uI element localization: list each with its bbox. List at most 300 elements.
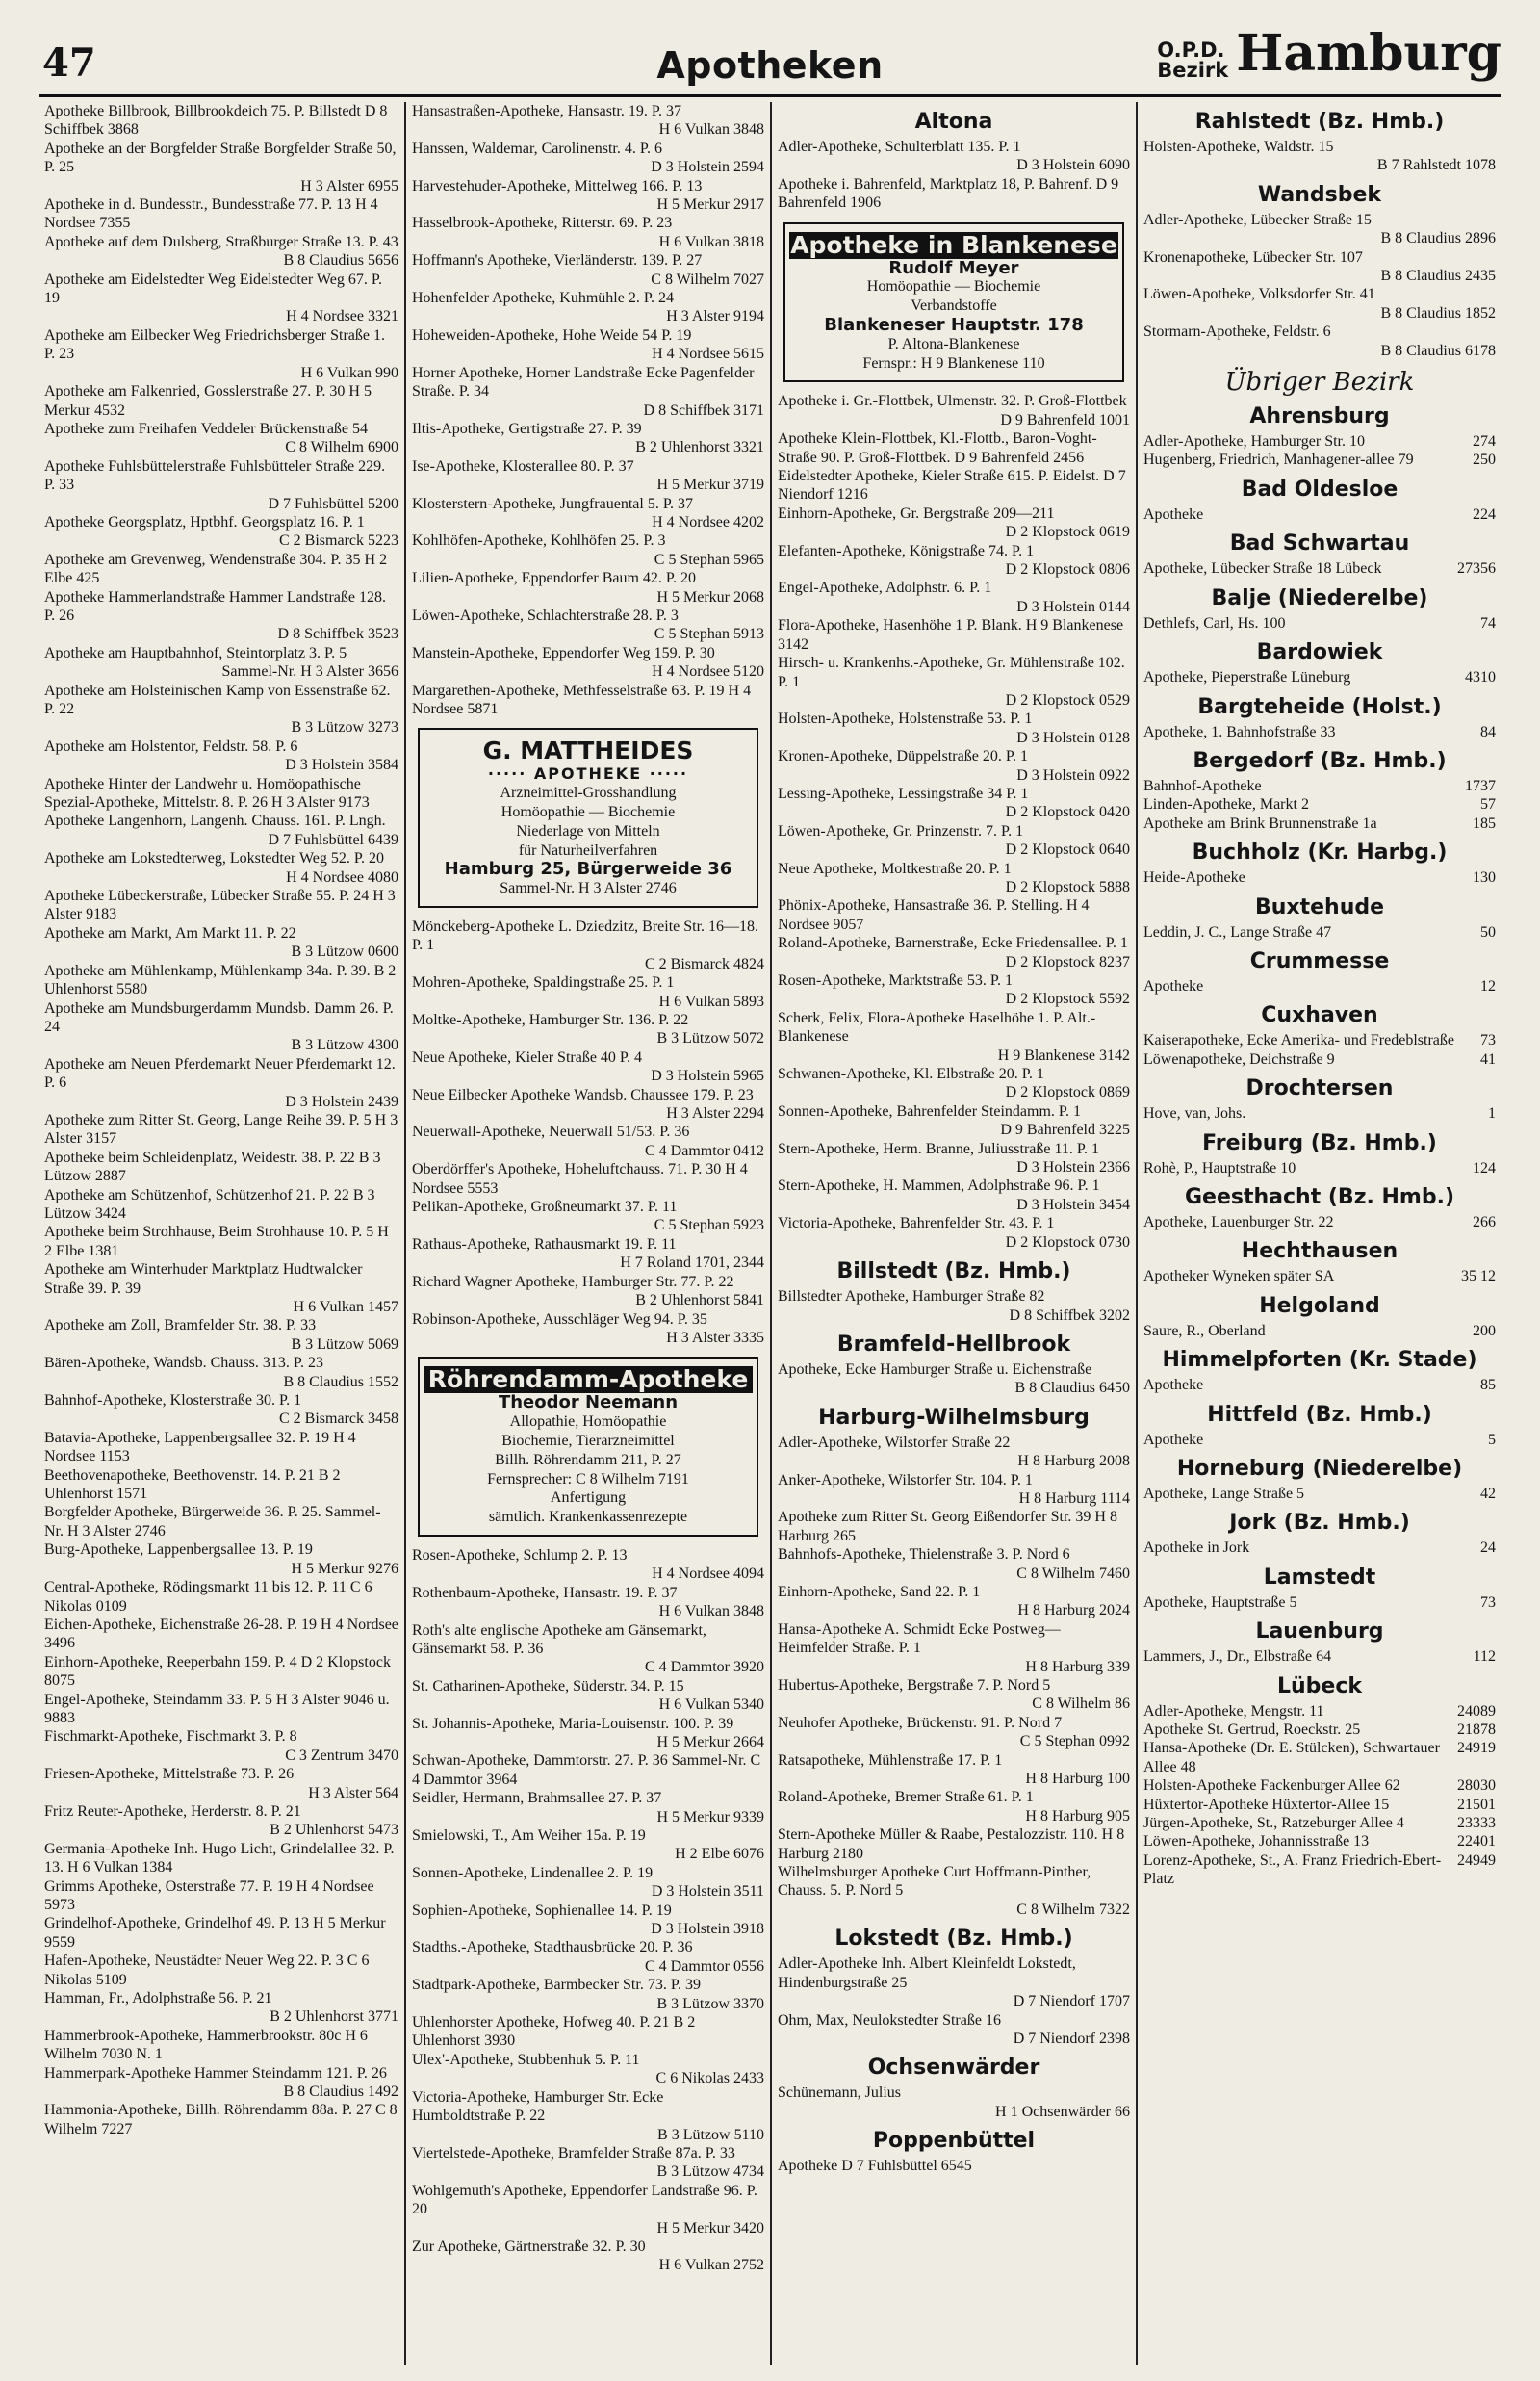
page-title: Apotheken — [656, 44, 884, 87]
entry-phone: D 3 Holstein 2439 — [285, 1093, 398, 1110]
list-item — [412, 1677, 764, 1715]
list-item — [1143, 614, 1496, 633]
entry-phone: H 5 Merkur 2664 — [656, 1733, 764, 1750]
entry-phone: B 3 Lützow 4734 — [656, 2163, 764, 2181]
entry-text: Richard Wagner Apotheke, Hamburger Str. 77. P. 22 — [412, 1273, 734, 1290]
list-item — [778, 934, 1130, 971]
entry-text: Mohren-Apotheke, Spaldingstraße 25. P. 1 — [412, 974, 675, 992]
entry-text: Stadtpark-Apotheke, Barmbecker Str. 73. P. 39 — [412, 1977, 701, 1994]
list-item — [44, 1055, 398, 1111]
section-heading: Jork (Bz. Hmb.) — [1229, 1511, 1410, 1536]
entry-text: Apotheke zum Ritter St. Georg, Lange Reihe 39. P. 5 H 3 Alster 3157 — [44, 1111, 398, 1148]
entry-phone: D 7 Niendorf 2398 — [1013, 2030, 1130, 2047]
section-heading: Billstedt (Bz. Hmb.) — [836, 1259, 1071, 1284]
entry-text: Apotheke D 7 Fuhlsbüttel 6545 — [778, 2158, 972, 2175]
list-item — [1143, 451, 1496, 469]
list-item — [412, 1584, 764, 1621]
bezirk-label: Bezirk — [1157, 59, 1229, 82]
list-item — [44, 1391, 398, 1429]
section-heading: Lamstedt — [1263, 1565, 1376, 1590]
ad-line: Rudolf Meyer — [888, 257, 1019, 278]
list-item — [778, 1214, 1130, 1252]
entry-text: Jürgen-Apotheke, St., Ratzeburger Allee 4 — [1143, 1815, 1404, 1832]
entry-phone: C 4 Dammtor 0556 — [645, 1957, 764, 1975]
list-item — [44, 1223, 398, 1260]
entry-phone: C 2 Bismarck 5223 — [279, 532, 398, 550]
list-item — [44, 1914, 398, 1952]
list-item — [44, 1616, 398, 1653]
list-item — [1143, 505, 1496, 524]
entry-phone: H 5 Merkur 3420 — [656, 2219, 764, 2237]
list-item — [44, 1578, 398, 1616]
list-item — [44, 2027, 398, 2064]
entry-phone: B 8 Claudius 6178 — [1380, 342, 1496, 359]
entry-phone: H 3 Alster 564 — [308, 1784, 398, 1801]
list-item — [44, 962, 398, 999]
list-item — [412, 495, 764, 532]
list-item — [412, 1864, 764, 1902]
list-item — [1143, 285, 1496, 323]
ad-line: Röhrendamm-Apotheke — [424, 1366, 753, 1393]
entry-phone: H 5 Merkur 9339 — [656, 1808, 764, 1825]
ad-line: ····· APOTHEKE ····· — [487, 764, 689, 784]
list-item — [412, 531, 764, 569]
entry-phone: B 8 Claudius 1492 — [283, 2083, 398, 2101]
entry-text: Apotheke, Lange Straße 5 — [1143, 1486, 1305, 1502]
list-item — [44, 457, 398, 513]
entry-text: Kronenapotheke, Lübecker Str. 107 — [1143, 248, 1363, 266]
list-item — [778, 467, 1130, 505]
entry-text: Klosterstern-Apotheke, Jungfrauental 5. P. 37 — [412, 495, 693, 512]
entry-text: Hohenfelder Apotheke, Kuhmühle 2. P. 24 — [412, 290, 674, 307]
entry-text: Manstein-Apotheke, Eppendorfer Weg 159. P. 30 — [412, 644, 715, 661]
section-heading: Ahrensburg — [1249, 404, 1390, 429]
entry-text: Apotheke, Pieperstraße Lüneburg — [1143, 669, 1351, 686]
entry-text: Adler-Apotheke, Lübecker Straße 15 — [1143, 211, 1372, 228]
entry-phone: 27356 — [1457, 560, 1496, 578]
section-heading: Poppenbüttel — [872, 2129, 1036, 2154]
list-item — [778, 542, 1130, 580]
entry-text: Central-Apotheke, Rödingsmarkt 11 bis 12. P. 11 C 6 Nikolas 0109 — [44, 1579, 372, 1615]
entry-phone: H 3 Alster 3335 — [666, 1329, 764, 1346]
entry-phone: D 2 Klopstock 0619 — [1005, 524, 1130, 541]
list-item — [44, 2064, 398, 2102]
entry-text: Apotheke auf dem Dulsberg, Straßburger Straße 13. P. 43 — [44, 233, 398, 250]
entry-phone: C 8 Wilhelm 7460 — [1016, 1565, 1130, 1582]
ad-line: für Naturheilverfahren — [518, 841, 658, 859]
header-rule — [38, 94, 1502, 97]
entry-text: Löwen-Apotheke, Johannisstraße 13 — [1143, 1833, 1370, 1850]
list-item — [412, 1976, 764, 2013]
entry-text: Adler-Apotheke, Wilstorfer Straße 22 — [778, 1434, 1011, 1451]
entry-text: Burg-Apotheke, Lappenbergsallee 13. P. 19 — [44, 1541, 313, 1559]
entry-phone: H 5 Merkur 2068 — [656, 588, 764, 606]
section-heading: Freiburg (Bz. Hmb.) — [1202, 1130, 1437, 1155]
entry-text: Beethovenapotheke, Beethovenstr. 14. P. 21 B 2 Uhlenhorst 1571 — [44, 1466, 341, 1503]
entry-text: Apotheke — [1143, 1377, 1204, 1394]
entry-text: Saure, R., Oberland — [1143, 1322, 1266, 1339]
entry-text: Eidelstedter Apotheke, Kieler Straße 615. P. Eidelst. D 7 Niendorf 1216 — [778, 468, 1126, 504]
entry-phone: H 4 Nordsee 5615 — [652, 346, 764, 363]
entry-text: Bahnhofs-Apotheke, Thielenstraße 3. P. Nord 6 — [778, 1546, 1070, 1564]
list-item — [44, 738, 398, 775]
entry-phone: H 6 Vulkan 5340 — [658, 1696, 764, 1714]
entry-text: Apotheker Wyneken später SA — [1143, 1268, 1335, 1285]
entry-text: Lessing-Apotheke, Lessingstraße 34 P. 1 — [778, 785, 1029, 802]
list-item — [44, 1840, 398, 1877]
list-item — [412, 140, 764, 177]
section-heading: Himmelpforten (Kr. Stade) — [1162, 1348, 1477, 1373]
entry-text: Anker-Apotheke, Wilstorfer Str. 104. P. 1 — [778, 1471, 1033, 1488]
entry-text: Apotheke beim Schleidenplatz, Weidestr. 38. P. 22 B 3 Lützow 2887 — [44, 1149, 381, 1185]
list-item — [44, 1540, 398, 1578]
entry-text: Rohè, P., Hauptstraße 10 — [1143, 1159, 1296, 1177]
entry-phone: D 2 Klopstock 5592 — [1005, 991, 1130, 1008]
entry-phone: C 5 Stephan 5913 — [654, 626, 764, 643]
list-item — [778, 1009, 1130, 1065]
entry-phone: 50 — [1480, 923, 1496, 941]
entry-phone: D 2 Klopstock 0529 — [1005, 691, 1130, 709]
list-item — [44, 382, 398, 420]
list-item — [412, 2013, 764, 2051]
list-item — [44, 1765, 398, 1802]
entry-text: Roland-Apotheke, Bremer Straße 61. P. 1 — [778, 1789, 1034, 1806]
entry-text: Stormarn-Apotheke, Feldstr. 6 — [1143, 324, 1331, 341]
list-item — [44, 924, 398, 962]
entry-text: Apotheke am Holstentor, Feldstr. 58. P. 6 — [44, 738, 298, 755]
entry-text: Hammerpark-Apotheke Hammer Steindamm 121. P. 26 — [44, 2064, 387, 2082]
entry-phone: D 8 Schiffbek 3202 — [1009, 1307, 1130, 1324]
entry-text: Hoffmann's Apotheke, Vierländerstr. 139. P. 27 — [412, 252, 703, 270]
list-item — [1143, 1721, 1496, 1739]
entry-text: Apotheke am Mühlenkamp, Mühlenkamp 34a. P. 39. B 2 Uhlenhorst 5580 — [44, 962, 397, 998]
list-item — [44, 2101, 398, 2138]
entry-phone: 24 — [1480, 1540, 1496, 1557]
entry-text: Kronen-Apotheke, Düppelstraße 20. P. 1 — [778, 748, 1028, 765]
entry-text: Stern-Apotheke, H. Mammen, Adolphstraße 96. P. 1 — [778, 1178, 1100, 1195]
entry-text: Neue Apotheke, Kieler Straße 40 P. 4 — [412, 1048, 643, 1066]
list-item — [412, 1621, 764, 1677]
entry-phone: 185 — [1473, 815, 1496, 832]
section-heading: Bramfeld-Hellbrook — [836, 1332, 1071, 1357]
entry-text: Engel-Apotheke, Steindamm 33. P. 5 H 3 Alster 9046 u. 9883 — [44, 1691, 390, 1726]
entry-text: Adler-Apotheke, Mengstr. 11 — [1143, 1702, 1324, 1720]
list-item — [1143, 1851, 1496, 1889]
section-heading: Rahlstedt (Bz. Hmb.) — [1194, 110, 1445, 134]
list-item — [412, 1826, 764, 1864]
list-item — [1143, 1776, 1496, 1795]
entry-text: Horner Apotheke, Horner Landstraße Ecke Pagenfelder Straße. P. 34 — [412, 364, 755, 401]
entry-text: Apotheke am Neuen Pferdemarkt Neuer Pferdemarkt 12. P. 6 — [44, 1055, 396, 1092]
entry-text: Rosen-Apotheke, Schlump 2. P. 13 — [412, 1546, 628, 1564]
entry-text: Wohlgemuth's Apotheke, Eppendorfer Landstraße 96. P. 20 — [412, 2182, 757, 2218]
section-heading: Lokstedt (Bz. Hmb.) — [834, 1927, 1073, 1952]
entry-phone: B 3 Lützow 5110 — [657, 2126, 764, 2143]
entry-phone: D 7 Niendorf 1707 — [1013, 1993, 1130, 2010]
entry-text: Heide-Apotheke — [1143, 869, 1245, 887]
list-item — [44, 812, 398, 849]
list-item — [412, 2144, 764, 2182]
entry-phone: D 3 Holstein 0144 — [1016, 598, 1130, 615]
entry-text: Apotheke Billbrook, Billbrookdeich 75. P. Billstedt D 8 Schiffbek 3868 — [44, 103, 388, 139]
list-item — [1143, 977, 1496, 996]
entry-phone: C 2 Bismarck 4824 — [645, 955, 764, 972]
entry-phone: D 3 Holstein 3918 — [651, 1921, 764, 1938]
entry-text: Phönix-Apotheke, Hansastraße 36. P. Stelling. H 4 Nordsee 9057 — [778, 897, 1090, 933]
entry-phone: H 6 Vulkan 5893 — [658, 993, 764, 1010]
list-item — [1143, 1376, 1496, 1394]
entry-phone: H 4 Nordsee 4080 — [286, 868, 398, 886]
list-item — [412, 326, 764, 364]
entry-text: Apotheke am Markt, Am Markt 11. P. 22 — [44, 924, 296, 942]
ad-line: sämtlich. Krankenkassenrezepte — [488, 1509, 688, 1526]
list-item — [412, 2051, 764, 2088]
entry-text: Rathaus-Apotheke, Rathausmarkt 19. P. 11 — [412, 1235, 677, 1253]
entry-text: Hansastraßen-Apotheke, Hansastr. 19. P. 37 — [412, 103, 681, 119]
entry-text: Hubertus-Apotheke, Bergstraße 7. P. Nord 5 — [778, 1677, 1051, 1694]
entry-text: Apotheke Fuhlsbüttelerstraße Fuhlsbütteler Straße 229. P. 33 — [44, 457, 386, 494]
entry-text: Linden-Apotheke, Markt 2 — [1143, 796, 1309, 814]
entry-text: Holsten-Apotheke, Waldstr. 15 — [1143, 139, 1334, 155]
entry-text: Apotheke am Schützenhof, Schützenhof 21. P. 22 B 3 Lützow 3424 — [44, 1186, 375, 1222]
list-item — [778, 971, 1130, 1009]
list-item — [44, 1186, 398, 1224]
entry-text: Apotheke in Jork — [1143, 1540, 1250, 1557]
list-item — [412, 457, 764, 495]
entry-text: Apotheke am Zoll, Bramfelder Str. 38. P. 33 — [44, 1317, 317, 1334]
list-item — [778, 1954, 1130, 2010]
entry-phone: 5 — [1488, 1431, 1496, 1448]
list-item — [412, 102, 764, 140]
section-heading: Bad Schwartau — [1229, 531, 1410, 556]
section-heading: Buchholz (Kr. Harbg.) — [1192, 841, 1448, 866]
list-item — [1143, 432, 1496, 451]
list-item — [1143, 668, 1496, 686]
list-item — [1143, 777, 1496, 795]
entry-phone: D 2 Klopstock 0730 — [1005, 1233, 1130, 1251]
list-item — [778, 822, 1130, 860]
list-item — [1143, 1485, 1496, 1503]
section-heading: Crummesse — [1249, 948, 1390, 973]
list-item — [778, 429, 1130, 467]
entry-phone: B 2 Uhlenhorst 5841 — [635, 1292, 764, 1309]
list-item — [778, 579, 1130, 616]
entry-text: Lorenz-Apotheke, St., A. Franz Friedrich-Ebert-Platz — [1143, 1851, 1442, 1888]
entry-phone: 41 — [1480, 1050, 1496, 1068]
entry-phone: C 2 Bismarck 3458 — [279, 1410, 398, 1428]
ad-line: Theodor Neemann — [498, 1392, 679, 1413]
entry-phone: D 3 Holstein 2594 — [651, 159, 764, 176]
entry-text: Robinson-Apotheke, Ausschläger Weg 94. P. 35 — [412, 1310, 707, 1328]
entry-text: Hove, van, Johs. — [1143, 1105, 1246, 1123]
entry-phone: 130 — [1473, 869, 1496, 887]
list-item — [412, 214, 764, 251]
entry-text: Apotheke Lübeckerstraße, Lübecker Straße 55. P. 24 H 3 Alster 9183 — [44, 888, 396, 923]
entry-text: Zur Apotheke, Gärtnerstraße 32. P. 30 — [412, 2238, 646, 2255]
entry-text: Lilien-Apotheke, Eppendorfer Baum 42. P. 20 — [412, 570, 697, 587]
list-item — [412, 607, 764, 644]
list-item — [412, 251, 764, 289]
ad-line: Fernsprecher: C 8 Wilhelm 7191 — [487, 1470, 689, 1488]
list-item — [1143, 1322, 1496, 1340]
section-heading: Helgoland — [1259, 1293, 1380, 1318]
entry-text: Stadths.-Apotheke, Stadthausbrücke 20. P. 36 — [412, 1939, 693, 1956]
entry-phone: H 5 Merkur 3719 — [656, 477, 764, 494]
entry-text: Apotheke Klein-Flottbek, Kl.-Flottb., Baron-Voght-Straße 90. P. Groß-Flottbek. D 9 Bahrenfeld 2456 — [778, 430, 1097, 466]
entry-text: Apotheke zum Freihafen Veddeler Brückenstraße 54 — [44, 420, 369, 437]
section-heading: Ochsenwärder — [867, 2056, 1040, 2081]
entry-phone: D 2 Klopstock 0869 — [1005, 1084, 1130, 1101]
list-item — [44, 1316, 398, 1354]
entry-phone: H 8 Harburg 100 — [1025, 1771, 1130, 1788]
list-item — [778, 710, 1130, 747]
entry-phone: 57 — [1480, 796, 1496, 814]
list-item — [412, 364, 764, 420]
entry-text: Germania-Apotheke Inh. Hugo Licht, Grindelallee 32. P. 13. H 6 Vulkan 1384 — [44, 1840, 395, 1876]
list-item — [412, 177, 764, 215]
entry-text: Einhorn-Apotheke, Sand 22. P. 1 — [778, 1583, 981, 1600]
entry-text: Hafen-Apotheke, Neustädter Neuer Weg 22. P. 3 C 6 Nikolas 5109 — [44, 1953, 370, 1988]
entry-text: Borgfelder Apotheke, Bürgerweide 36. P. 25. Sammel-Nr. H 3 Alster 2746 — [44, 1504, 381, 1540]
entry-phone: D 3 Holstein 6090 — [1016, 157, 1130, 174]
list-item — [1143, 1213, 1496, 1231]
entry-text: Oberdörffer's Apotheke, Hoheluftchauss. 71. P. 30 H 4 Nordsee 5553 — [412, 1161, 748, 1197]
entry-text: Löwen-Apotheke, Schlachterstraße 28. P. 3 — [412, 607, 679, 624]
entry-text: Hanssen, Waldemar, Carolinenstr. 4. P. 6 — [412, 140, 662, 157]
list-item — [44, 588, 398, 644]
entry-phone: 24089 — [1457, 1702, 1496, 1720]
column-2 — [404, 102, 770, 2365]
ad-line: Sammel-Nr. H 3 Alster 2746 — [500, 880, 677, 897]
list-item — [1143, 138, 1496, 175]
list-item — [44, 102, 398, 140]
entry-phone: C 5 Stephan 0992 — [1019, 1733, 1130, 1750]
entry-phone: D 9 Bahrenfeld 3225 — [1000, 1122, 1130, 1139]
list-item — [44, 513, 398, 551]
list-item — [44, 326, 398, 382]
entry-text: Friesen-Apotheke, Mittelstraße 73. P. 26 — [44, 1766, 295, 1783]
list-item — [44, 233, 398, 271]
list-item — [44, 682, 398, 738]
list-item — [1143, 1539, 1496, 1557]
section-heading: Geesthacht (Bz. Hmb.) — [1184, 1184, 1455, 1209]
list-item — [1143, 323, 1496, 360]
entry-phone: C 5 Stephan 5923 — [654, 1217, 764, 1234]
entry-phone: H 6 Vulkan 3848 — [658, 121, 764, 139]
entry-text: Apotheke am Brink Brunnenstraße 1a — [1143, 815, 1377, 832]
list-item — [44, 551, 398, 588]
entry-phone: D 3 Holstein 3511 — [651, 1883, 764, 1901]
list-item — [412, 973, 764, 1011]
entry-text: Seidler, Hermann, Brahmsallee 27. P. 37 — [412, 1790, 662, 1807]
list-item — [44, 1653, 398, 1691]
entry-text: Löwen-Apotheke, Volksdorfer Str. 41 — [1143, 286, 1375, 303]
list-item — [412, 1310, 764, 1348]
list-item — [778, 175, 1130, 213]
list-item — [44, 775, 398, 813]
entry-text: Hüxtertor-Apotheke Hüxtertor-Allee 15 — [1143, 1796, 1390, 1813]
advertisement — [783, 222, 1124, 383]
ad-line: P. Altona-Blankenese — [887, 335, 1020, 352]
section-heading: Hittfeld (Bz. Hmb.) — [1207, 1402, 1432, 1427]
entry-phone: B 2 Uhlenhorst 3771 — [270, 2008, 398, 2026]
section-heading: Bergedorf (Bz. Hmb.) — [1193, 748, 1447, 773]
list-item — [1143, 1593, 1496, 1612]
list-item — [412, 1123, 764, 1160]
entry-text: Margarethen-Apotheke, Methfesselstraße 63. P. 19 H 4 Nordsee 5871 — [412, 682, 752, 717]
list-item — [778, 1863, 1130, 1919]
entry-text: Pelikan-Apotheke, Großneumarkt 37. P. 11 — [412, 1199, 678, 1216]
list-item — [778, 616, 1130, 654]
entry-phone: H 4 Nordsee 3321 — [286, 308, 398, 325]
ad-line: Arzneimittel-Grosshandlung — [500, 785, 677, 802]
ad-line: Homöopathie — Biochemie — [866, 278, 1041, 296]
entry-phone: D 3 Holstein 3454 — [1016, 1196, 1130, 1213]
entry-text: Apotheke am Winterhuder Marktplatz Hudtwalcker Straße 39. P. 39 — [44, 1261, 363, 1297]
entry-text: Rosen-Apotheke, Marktstraße 53. P. 1 — [778, 972, 1013, 989]
entry-text: Rothenbaum-Apotheke, Hansastr. 19. P. 37 — [412, 1584, 678, 1601]
entry-text: Fischmarkt-Apotheke, Fischmarkt 3. P. 8 — [44, 1728, 297, 1746]
entry-phone: D 3 Holstein 0922 — [1016, 766, 1130, 784]
entry-text: Apotheke am Grevenweg, Wendenstraße 304. P. 35 H 2 Elbe 425 — [44, 551, 388, 587]
entry-text: Einhorn-Apotheke, Gr. Bergstraße 209—211 — [778, 505, 1055, 522]
entry-phone: 250 — [1473, 452, 1496, 469]
entry-phone: B 8 Claudius 1552 — [283, 1373, 398, 1390]
entry-phone: D 2 Klopstock 0640 — [1005, 841, 1130, 859]
entry-text: Ratsapotheke, Mühlenstraße 17. P. 1 — [778, 1751, 1003, 1769]
entry-phone: B 8 Claudius 1852 — [1380, 304, 1496, 322]
entry-phone: H 5 Merkur 2917 — [656, 196, 764, 214]
entry-phone: D 2 Klopstock 0420 — [1005, 804, 1130, 821]
entry-phone: H 6 Vulkan 3848 — [658, 1603, 764, 1620]
list-item — [778, 1065, 1130, 1102]
entry-phone: D 8 Schiffbek 3523 — [277, 626, 398, 643]
ad-line: Allopathie, Homöopathie — [509, 1413, 667, 1431]
entry-phone: D 8 Schiffbek 3171 — [643, 401, 764, 419]
entry-text: Apotheke, Hauptstraße 5 — [1143, 1593, 1297, 1611]
entry-phone: H 2 Elbe 6076 — [675, 1846, 764, 1863]
list-item — [412, 1011, 764, 1048]
list-item — [44, 271, 398, 326]
entry-text: Hirsch- u. Krankenhs.-Apotheke, Gr. Mühlenstraße 102. P. 1 — [778, 655, 1125, 690]
list-item — [778, 1583, 1130, 1620]
entry-phone: D 7 Fuhlsbüttel 5200 — [268, 495, 398, 512]
entry-text: Hansa-Apotheke (Dr. E. Stülcken), Schwartauer Allee 48 — [1143, 1740, 1440, 1775]
list-item — [44, 1111, 398, 1149]
list-item — [44, 140, 398, 195]
entry-text: Apotheke, Lübecker Straße 18 Lübeck — [1143, 560, 1382, 578]
list-item — [1143, 1267, 1496, 1285]
entry-text: Moltke-Apotheke, Hamburger Str. 136. P. 22 — [412, 1012, 689, 1029]
list-item — [778, 1825, 1130, 1863]
section-heading: Übriger Bezirk — [1224, 368, 1415, 398]
entry-phone: H 3 Alster 6955 — [300, 177, 398, 194]
entry-phone: 74 — [1480, 614, 1496, 632]
list-item — [1143, 1647, 1496, 1666]
entry-text: Apotheke am Mundsburgerdamm Mundsb. Damm 26. P. 24 — [44, 999, 394, 1035]
entry-phone: H 5 Merkur 9276 — [291, 1560, 398, 1577]
entry-phone: D 2 Klopstock 5888 — [1005, 878, 1130, 895]
ad-line: Apotheke in Blankenese — [790, 230, 1117, 259]
list-item — [1143, 723, 1496, 741]
entry-text: Schwanen-Apotheke, Kl. Elbstraße 20. P. 1 — [778, 1066, 1044, 1083]
entry-phone: C 6 Nikolas 2433 — [655, 2070, 764, 2087]
list-item — [778, 1676, 1130, 1714]
entry-phone: B 7 Rahlstedt 1078 — [1376, 157, 1496, 174]
list-item — [778, 860, 1130, 897]
column-1 — [38, 102, 404, 2365]
entry-text: Leddin, J. C., Lange Straße 47 — [1143, 923, 1332, 941]
